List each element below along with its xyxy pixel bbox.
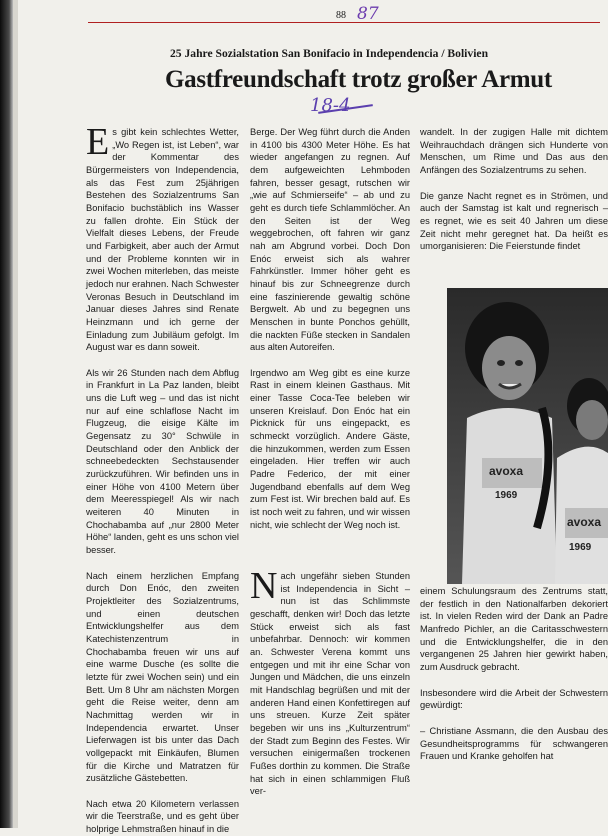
paragraph: wandelt. In der zugigen Halle mit dichtem Weihrauchdach drängen sich Hunderte von Menschen, um Rime und Das aus den Anfängen des Sozialzentrums zu sehen. xyxy=(420,127,608,175)
paragraph-text: ach ungefähr sieben Stunden ist Independencia in Sicht – nun ist das Schlimmste geschafft, denken wir! Doch das letzte Stück erweist sich als fast unbefahrbar. Dennoch: wir kommen an. Schwester Verena kommt uns entgegen und mit ihr eine Schar von Jungen und Mädchen, die uns einzeln mit Handschlag begrüßen und mit der anderen Hand einen Konfettiregen auf uns streuen. Kurze Zeit später begeben wir uns ins „Kulturzentrum“ der Stadt zum Beginn des Festes. Wir versuchen einigermaßen trockenen Fußes dorthin zu kommen. Die Straße hat sich in einen schlammigen Fluß ver- xyxy=(250,571,410,797)
drop-cap: E xyxy=(86,121,110,163)
shirt-text: 1969 xyxy=(569,542,592,553)
children-photo xyxy=(447,288,608,584)
paragraph: – Christiane Assmann, die den Ausbau des Gesundheitsprogramms für schwangeren Frauen und Kranke geholfen hat xyxy=(420,725,608,762)
page-number: 88 xyxy=(336,10,346,21)
paragraph: Als wir 26 Stunden nach dem Abflug in Frankfurt in La Paz landen, bleibt uns die Luft weg – und das ist nicht nur auf eine schlaflose Nacht im Flugzeug, die eisige Kälte im Gegensatz zu 30° Schwüle in Deutschland oder den Anblick der schneebedeckten Sechstausender zurückzuführen. Wir befinden uns in einer Höhe von 4100 Metern über dem Meeresspiegel! Als wir nach weiteren 40 Minuten in Chochabamba auf „nur 2800 Meter Höhe“ landen, geht es uns schon viel besser. xyxy=(86,367,239,555)
handwritten-page-number: 87 xyxy=(357,4,379,24)
paragraph: Insbesondere wird die Arbeit der Schwestern gewürdigt: xyxy=(420,687,608,711)
paragraph-text: s gibt kein schlechtes Wetter, „Wo Regen ist, ist Leben“, war der Kommentar des Bürgermeisters von Independencia, als das Fest zum 25jährigen Bestehen des Sozialzentrums San Bonifacio buchstäblich ins Wasser zu fallen drohte. Ein Stück der Vielfalt dieses Lebens, der Freude und Farbigkeit, aber auch der Armut und der Probleme konnten wir in zwei Wochen miterleben, das meiste jedoch nur erahnen. Nach Schwester Veronas Besuch in Deutschland im Januar dieses Jahres sind Renate Heinzmann und ich gerne der Einladung zum Jubiläum gefolgt. Im August war es dann soweit. xyxy=(86,127,239,353)
shirt-text: avoxa xyxy=(567,515,602,529)
paragraph: Nach einem herzlichen Empfang durch Don Enóc, den zweiten Projektleiter des Sozialzentrums, und einen deutschen Entwicklungshelfer aus dem Katechistenzentrum in Chochabamba freuen wir uns auf eine warme Dusche (es sollte die letzte für zwei Wochen sein) und ein Bett. Um 8 Uhr am nächsten Morgen geht die Reise weiter, denn am Nachmittag werden wir in Independencia erwartet. Unser Lieferwagen ist bis unter das Dach vollgepackt mit Einkäufen, Blumen für die Kirche und Matratzen für zusätzliche Gästebetten. xyxy=(86,570,239,784)
paragraph: Irgendwo am Weg gibt es eine kurze Rast in einem kleinen Gasthaus. Mit einer Tasse Coca-Tee beleben wir unseren Kreislauf. Don Enóc hat ein Picknick für uns eingepackt, es schmeckt vorzüglich. Andere Gäste, die hinzukommen, werden zum Essen eingeladen. Hier treffen wir auch Padre Federico, der mit einer Jugendband ebenfalls auf dem Weg zum Fest ist. Wir brechen bald auf. Es ist noch weit zu fahren, und wir wissen nicht, wie schlecht der Weg noch ist. xyxy=(250,367,410,530)
text-column-3-lower xyxy=(420,585,608,776)
text-column-1 xyxy=(86,121,239,835)
paragraph xyxy=(86,121,239,354)
paragraph: Nach etwa 20 Kilometern verlassen wir die Teerstraße, und es geht über holprige Lehmstraßen hinauf in die xyxy=(86,798,239,835)
scan-dark-edge xyxy=(0,0,13,828)
page-binding xyxy=(13,0,18,828)
article-headline: Gastfreundschaft trotz großer Armut xyxy=(165,66,552,93)
photo-illustration xyxy=(447,288,608,584)
text-column-2 xyxy=(250,126,410,566)
header-rule xyxy=(88,22,600,23)
paragraph: Die ganze Nacht regnet es in Strömen, und auch der Samstag ist kalt und regnerisch – es regnet, wie es seit 40 Jahren um diese Zeit nicht mehr geregnet hat. Da heißt es umorganisieren: Die Feierstunde findet xyxy=(420,190,608,252)
text-column-2-lower xyxy=(250,565,410,811)
shirt-text: 1969 xyxy=(495,490,518,501)
article-kicker: 25 Jahre Sozialstation San Bonifacio in Independencia / Bolivien xyxy=(170,47,489,60)
text-column-3 xyxy=(420,126,608,286)
paragraph: Berge. Der Weg führt durch die Anden in 4100 bis 4300 Meter Höhe. Es hat wieder angefangen zu regnen. Auf dem aufgeweichten Lehmboden fahren, besser gesagt, rutschen wir „wie auf Schmierseife“ – ab und zu geht es durch tiefe Schlammlöcher. An den Seiten ist der Weg weggebrochen, oft fahren wir ganz nah am Abgrund vorbei. Doch Don Enóc erweist sich als wahrer Fahrkünstler. Immer höher geht es hinauf bis zur Schneegrenze durch eine faszinierende gewaltig schöne Bergwelt. Ab und zu begegnen uns Menschen in bunte Ponchos gehüllt, die nackten Füße stecken in Sandalen aus alten Autoreifen. xyxy=(250,127,410,353)
paragraph xyxy=(250,565,410,798)
handwritten-annotation: 18-4 xyxy=(310,95,351,116)
drop-cap: N xyxy=(250,565,278,607)
shirt-text: avoxa xyxy=(489,464,524,478)
paragraph: einem Schulungsraum des Zentrums statt, der festlich in den Nationalfarben dekoriert ist. In vielen Reden wird der Dank an Padre Manfredo Pichler, an die Caritasschwestern und die Entwicklungshelfer, die in den vergangenen 25 Jahren hier gewirkt haben, zum Ausdruck gebracht. xyxy=(420,586,608,672)
